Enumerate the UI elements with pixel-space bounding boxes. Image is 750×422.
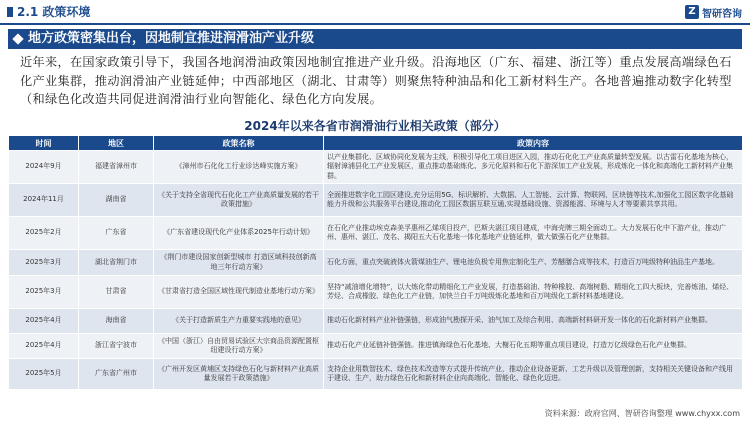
cell-time: 2024年9月: [9, 151, 79, 184]
table-row: [9, 250, 743, 276]
cell-policy-name: 《关于打造新质生产力重要实践地的意见》: [154, 309, 324, 334]
header-policy-name: 政策名称: [154, 136, 324, 151]
cell-region: 湖南省: [79, 184, 154, 217]
headline-text: 地方政策密集出台，因地制宜推进润滑油产业升级: [28, 31, 315, 46]
cell-region: 湖北省荆门市: [79, 250, 154, 276]
cell-policy-name: 《中国（浙江）自由贸易试验区大宗商品资源配置枢纽建设行动方案》: [154, 334, 324, 359]
cell-time: 2025年3月: [9, 250, 79, 276]
intro-paragraph: 近年来，在国家政策引导下，我国各地润滑油政策因地制宜推进产业升级。沿海地区（广东、福建、浙江等）重点发展高端绿色石化产业集群，推动润滑油产业链延伸；中西部地区（湖北、甘肃等）则聚焦特种油品和化工新材料生产。各地普遍推动数字化转型（和绿色化改造共同促进润滑油行业向智能化、绿色化方向发展。: [20, 55, 732, 106]
cell-time: 2025年3月: [9, 276, 79, 309]
logo-text: 智研咨询: [702, 8, 742, 20]
cell-policy-content: 全面推进数字化工园区建设,充分运用5G、标识解析、大数据、人工智能、云计算、物联网、区块链等技术,加强化工园区数字化基础能力升级和公共服务平台建设,推动化工园区数据互联互通,实现基础设施、资源能源、环境与人才等要素共享共用。: [324, 184, 743, 217]
cell-policy-content: 以产业集群化、区域协同化发展为主线，积极引导化工项目进区入园，推动石化化工产业高质量转型发展。以古雷石化基地为核心，辐射漳浦县化工产业发展区，重点推动基础炼化、多元化原料和石化下游深加工产业发展，形成炼化一体化和高端化工新材料产业集群。: [324, 151, 743, 184]
cell-policy-name: 《广东省建设现代化产业体系2025年行动计划》: [154, 217, 324, 250]
table-row: [9, 276, 743, 309]
table-row: [9, 217, 743, 250]
section-marker: [7, 7, 13, 17]
header-divider: [0, 23, 750, 25]
section-title: 2.1 政策环境: [17, 5, 91, 19]
table-row: [9, 309, 743, 334]
table-title: 2024年以来各省市润滑油行业相关政策（部分）: [244, 119, 506, 133]
cell-policy-name: 《关于支持全省现代石化化工产业高质量发展的若干政策措施》: [154, 184, 324, 217]
cell-policy-name: 《漳州市石化化工行业诊达峰实施方案》: [154, 151, 324, 184]
cell-policy-name: 《荆门市建设国家创新型城市 打造区域科技创新高地三年行动方案》: [154, 250, 324, 276]
cell-policy-name: 《甘肃省打造全国区域性现代制造业基地行动方案》: [154, 276, 324, 309]
table-row: [9, 151, 743, 184]
header-policy-content: 政策内容: [324, 136, 743, 151]
diamond-icon: [12, 33, 23, 44]
cell-time: 2024年11月: [9, 184, 79, 217]
header-time: 时间: [9, 136, 79, 151]
brand-logo: [685, 4, 742, 20]
cell-time: 2025年4月: [9, 309, 79, 334]
table-row: [9, 359, 743, 390]
cell-policy-content: 坚持“减油增化增特”，以大炼化带动精细化工产业发展，打造基础油、特种橡胶、高端树脂、精细化工四大板块，完善炼油、烯烃、芳烃、合成橡胶、绿色化工产业链，加快兰白千万吨级炼化基地和百万吨级化工新材料基地建设。: [324, 276, 743, 309]
cell-region: 浙江省宁波市: [79, 334, 154, 359]
table-row: [9, 334, 743, 359]
source-note: 资料来源：政府官网、智研咨询整理 www.chyxx.com: [544, 409, 740, 418]
cell-policy-name: 《广州开发区黄埔区支持绿色石化与新材料产业高质量发展若干政策措施》: [154, 359, 324, 390]
cell-region: 福建省漳州市: [79, 151, 154, 184]
cell-time: 2025年5月: [9, 359, 79, 390]
cell-policy-content: 在石化产业推动埃克森美孚惠州乙烯项目投产，巴斯夫湛江项目建成，中海壳牌三期全面动工。大力发展石化中下游产业，推动广州、惠州、湛江、茂名、揭阳五大石化基地一体化基地产业链延伸，做大做强石化产业集群。: [324, 217, 743, 250]
cell-policy-content: 推动石化产业延链补链强链。推进镇海绿色石化基地、大榭石化五期等重点项目建设，打造万亿级绿色石化产业集群。: [324, 334, 743, 359]
cell-policy-content: 推动石化新材料产业补链强链，形成油气勘探开采、油气加工及综合利用、高端新材料研开发一体化的石化新材料产业集群。: [324, 309, 743, 334]
header-region: 地区: [79, 136, 154, 151]
top-bar: [0, 0, 750, 24]
cell-policy-content: 石化方面，重点突破液体火箭煤油生产、锂电池负极专用焦定制化生产、芳醚膳合成等技术，打造百万吨级特种油品生产基地。: [324, 250, 743, 276]
cell-time: 2025年4月: [9, 334, 79, 359]
cell-region: 广东省广州市: [79, 359, 154, 390]
cell-time: 2025年2月: [9, 217, 79, 250]
headline-banner: [8, 29, 742, 49]
cell-region: 广东省: [79, 217, 154, 250]
table-header-row: [9, 136, 743, 151]
table-row: [9, 184, 743, 217]
cell-region: 甘肃省: [79, 276, 154, 309]
cell-policy-content: 支持企业用数智技术、绿色技术改造等方式提升传统产业，推动企业设备更新、工艺升级以及管理创新，支持相关关键设备和产线用于建设、生产，助力绿色石化和新材料企业向高端化、智能化、绿色化迈进。: [324, 359, 743, 390]
policy-table: [8, 135, 743, 390]
cell-region: 海南省: [79, 309, 154, 334]
logo-icon: Z: [685, 5, 699, 19]
